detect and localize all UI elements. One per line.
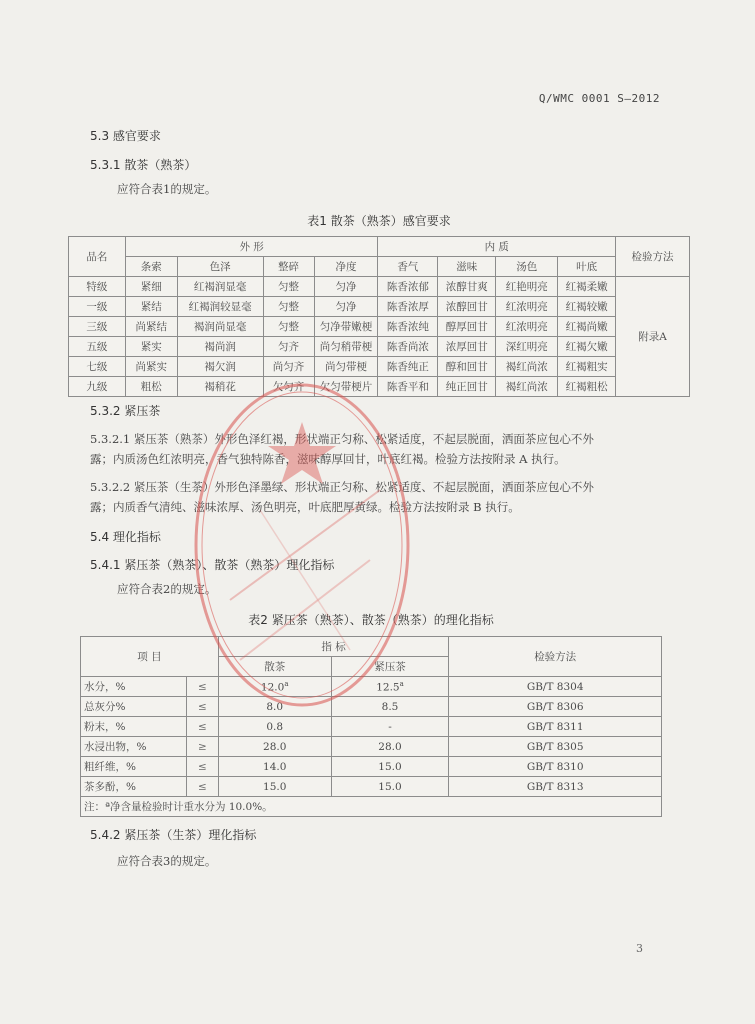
table1-cell: 红浓明亮	[496, 317, 558, 337]
table1-cell: 五级	[69, 337, 126, 357]
table1-cell: 尚匀稍带梗	[314, 337, 378, 357]
table1-cell: 尚紧实	[125, 357, 177, 377]
table2-item: 水分，%	[81, 677, 187, 697]
table-row	[69, 337, 690, 357]
table1-cell: 红褐粗松	[558, 377, 616, 397]
table2-symbol: ≤	[186, 777, 218, 797]
table2-symbol: ≤	[186, 677, 218, 697]
table1-cell: 陈香尚浓	[378, 337, 438, 357]
table1-cell: 紧实	[125, 337, 177, 357]
table2-physicochemical	[80, 636, 662, 817]
table1-grade-header: 品名	[69, 237, 126, 277]
table1-subheader: 净度	[314, 257, 378, 277]
table1-cell: 紧细	[125, 277, 177, 297]
table1-method: 附录A	[616, 277, 690, 397]
table1-subheader: 汤色	[496, 257, 558, 277]
section-5-3-1-title: 5.3.1 散茶（熟茶）	[90, 158, 197, 172]
table1-cell: 红褐欠嫩	[558, 337, 616, 357]
table-row	[69, 297, 690, 317]
table-row	[81, 757, 662, 777]
table1-cell: 一级	[69, 297, 126, 317]
table-row	[69, 317, 690, 337]
table1-cell: 尚匀齐	[263, 357, 314, 377]
page-number: 3	[636, 942, 643, 955]
table2-value: 8.5	[331, 697, 449, 717]
table2-method-header: 检验方法	[449, 637, 662, 677]
table1-subheader: 滋味	[438, 257, 496, 277]
table-row	[81, 677, 662, 697]
table1-cell: 陈香浓纯	[378, 317, 438, 337]
table1-cell: 匀齐	[263, 337, 314, 357]
table2-value: 15.0	[218, 777, 331, 797]
section-5-4-title: 5.4 理化指标	[90, 530, 161, 544]
table1-inner-header: 内 质	[378, 237, 616, 257]
table-row	[69, 357, 690, 377]
table1-cell: 七级	[69, 357, 126, 377]
table2-symbol: ≤	[186, 717, 218, 737]
table-row	[81, 777, 662, 797]
table1-sensory	[68, 236, 690, 397]
table2-symbol: ≤	[186, 757, 218, 777]
table2-value: 15.0	[331, 757, 449, 777]
table2-item-header: 项 目	[81, 637, 219, 677]
table1-cell: 红褐润较显毫	[177, 297, 263, 317]
table1-cell: 褐润尚显毫	[177, 317, 263, 337]
table2-item: 水浸出物，%	[81, 737, 187, 757]
table1-cell: 陈香浓郁	[378, 277, 438, 297]
table1-cell: 醇和回甘	[438, 357, 496, 377]
section-5-3-2-2-line1: 5.3.2.2 紧压茶（生茶）外形色泽墨绿、形状端正匀称、松紧适度、不起层脱面，洒面茶应包心不外	[90, 480, 594, 494]
table1-cell: 匀整	[263, 317, 314, 337]
table2-item: 茶多酚，%	[81, 777, 187, 797]
section-5-4-1-title: 5.4.1 紧压茶（熟茶）、散茶（熟茶）理化指标	[90, 558, 335, 572]
table-row	[69, 277, 690, 297]
table1-subheader: 条索	[125, 257, 177, 277]
table2-subheader: 紧压茶	[331, 657, 449, 677]
table1-cell: 匀净	[314, 277, 378, 297]
table1-cell: 褐尚润	[177, 337, 263, 357]
section-5-3-2-title: 5.3.2 紧压茶	[90, 404, 161, 418]
table1-cell: 红褐粗实	[558, 357, 616, 377]
table1-cell: 特级	[69, 277, 126, 297]
table2-subheader: 散茶	[218, 657, 331, 677]
table1-subheader: 整碎	[263, 257, 314, 277]
seal-stroke	[260, 510, 350, 650]
table1-cell: 匀净带嫩梗	[314, 317, 378, 337]
table2-method: GB/T 8311	[449, 717, 662, 737]
table1-cell: 褐红尚浓	[496, 357, 558, 377]
table1-cell: 褐稍花	[177, 377, 263, 397]
table2-value: 8.0	[218, 697, 331, 717]
table2-note: 注：ª净含量检验时计重水分为 10.0%。	[81, 797, 662, 817]
table2-value: -	[331, 717, 449, 737]
table-row	[81, 697, 662, 717]
table1-cell: 尚紧结	[125, 317, 177, 337]
table-row	[69, 377, 690, 397]
table1-cell: 陈香平和	[378, 377, 438, 397]
table1-cell: 九级	[69, 377, 126, 397]
table1-cell: 粗松	[125, 377, 177, 397]
table1-subheader: 色泽	[177, 257, 263, 277]
table2-index-header: 指 标	[218, 637, 449, 657]
table1-cell: 欠匀齐	[263, 377, 314, 397]
table1-cell: 醇厚回甘	[438, 317, 496, 337]
table2-item: 粗纤维，%	[81, 757, 187, 777]
table1-cell: 浓醇甘爽	[438, 277, 496, 297]
table1-cell: 紧结	[125, 297, 177, 317]
table1-cell: 红浓明亮	[496, 297, 558, 317]
section-5-4-2-title: 5.4.2 紧压茶（生茶）理化指标	[90, 828, 257, 842]
table2-method: GB/T 8305	[449, 737, 662, 757]
table1-subheader: 叶底	[558, 257, 616, 277]
table1-cell: 陈香浓厚	[378, 297, 438, 317]
standard-code: Q/WMC 0001 S—2012	[538, 92, 660, 105]
table1-cell: 红褐润显毫	[177, 277, 263, 297]
table1-cell: 红褐柔嫩	[558, 277, 616, 297]
table1-cell: 欠匀带梗片	[314, 377, 378, 397]
table1-outer-header: 外 形	[125, 237, 378, 257]
table2-value: 0.8	[218, 717, 331, 737]
section-5-4-1-body: 应符合表2的规定。	[117, 582, 217, 596]
table1-caption: 表1 散茶（熟茶）感官要求	[307, 214, 451, 228]
table2-value: 28.0	[331, 737, 449, 757]
table1-cell: 褐红尚浓	[496, 377, 558, 397]
table1-cell: 褐欠润	[177, 357, 263, 377]
table2-method: GB/T 8306	[449, 697, 662, 717]
table2-symbol: ≤	[186, 697, 218, 717]
table1-cell: 深红明亮	[496, 337, 558, 357]
table2-value: 14.0	[218, 757, 331, 777]
table2-value: 15.0	[331, 777, 449, 797]
section-5-3-2-1-line1: 5.3.2.1 紧压茶（熟茶）外形色泽红褐，形状端正匀称、松紧适度，不起层脱面，洒面茶应包心不外	[90, 432, 594, 446]
table1-cell: 陈香纯正	[378, 357, 438, 377]
section-5-3-title: 5.3 感官要求	[90, 129, 161, 143]
table1-cell: 匀整	[263, 277, 314, 297]
section-5-3-2-1-line2: 露；内质汤色红浓明亮，香气独特陈香，滋味醇厚回甘，叶底红褐。检验方法按附录 A 执行。	[90, 452, 566, 466]
table-row	[81, 717, 662, 737]
table1-cell: 浓醇回甘	[438, 297, 496, 317]
table1-cell: 红褐尚嫩	[558, 317, 616, 337]
table1-cell: 尚匀带梗	[314, 357, 378, 377]
table1-method-header: 检验方法	[616, 237, 690, 277]
table1-cell: 三级	[69, 317, 126, 337]
table2-value: 12.5$^a$	[331, 677, 449, 697]
table1-cell: 浓厚回甘	[438, 337, 496, 357]
table2-method: GB/T 8313	[449, 777, 662, 797]
table1-cell: 匀整	[263, 297, 314, 317]
table2-method: GB/T 8304	[449, 677, 662, 697]
section-5-3-2-2-line2: 露；内质香气清纯、滋味浓厚、汤色明亮，叶底肥厚黄绿。检验方法按附录 B 执行。	[90, 500, 520, 514]
table2-value: 28.0	[218, 737, 331, 757]
table1-cell: 匀净	[314, 297, 378, 317]
table2-item: 总灰分%	[81, 697, 187, 717]
table1-cell: 红艳明亮	[496, 277, 558, 297]
section-5-3-1-body: 应符合表1的规定。	[117, 182, 217, 196]
table2-item: 粉末，%	[81, 717, 187, 737]
table1-cell: 红褐较嫩	[558, 297, 616, 317]
section-5-4-2-body: 应符合表3的规定。	[117, 854, 217, 868]
table2-value: 12.0$^a$	[218, 677, 331, 697]
table1-subheader: 香气	[378, 257, 438, 277]
table2-symbol: ≥	[186, 737, 218, 757]
table1-cell: 纯正回甘	[438, 377, 496, 397]
table2-method: GB/T 8310	[449, 757, 662, 777]
table-row	[81, 737, 662, 757]
table2-caption: 表2 紧压茶（熟茶）、散茶（熟茶）的理化指标	[248, 613, 494, 627]
